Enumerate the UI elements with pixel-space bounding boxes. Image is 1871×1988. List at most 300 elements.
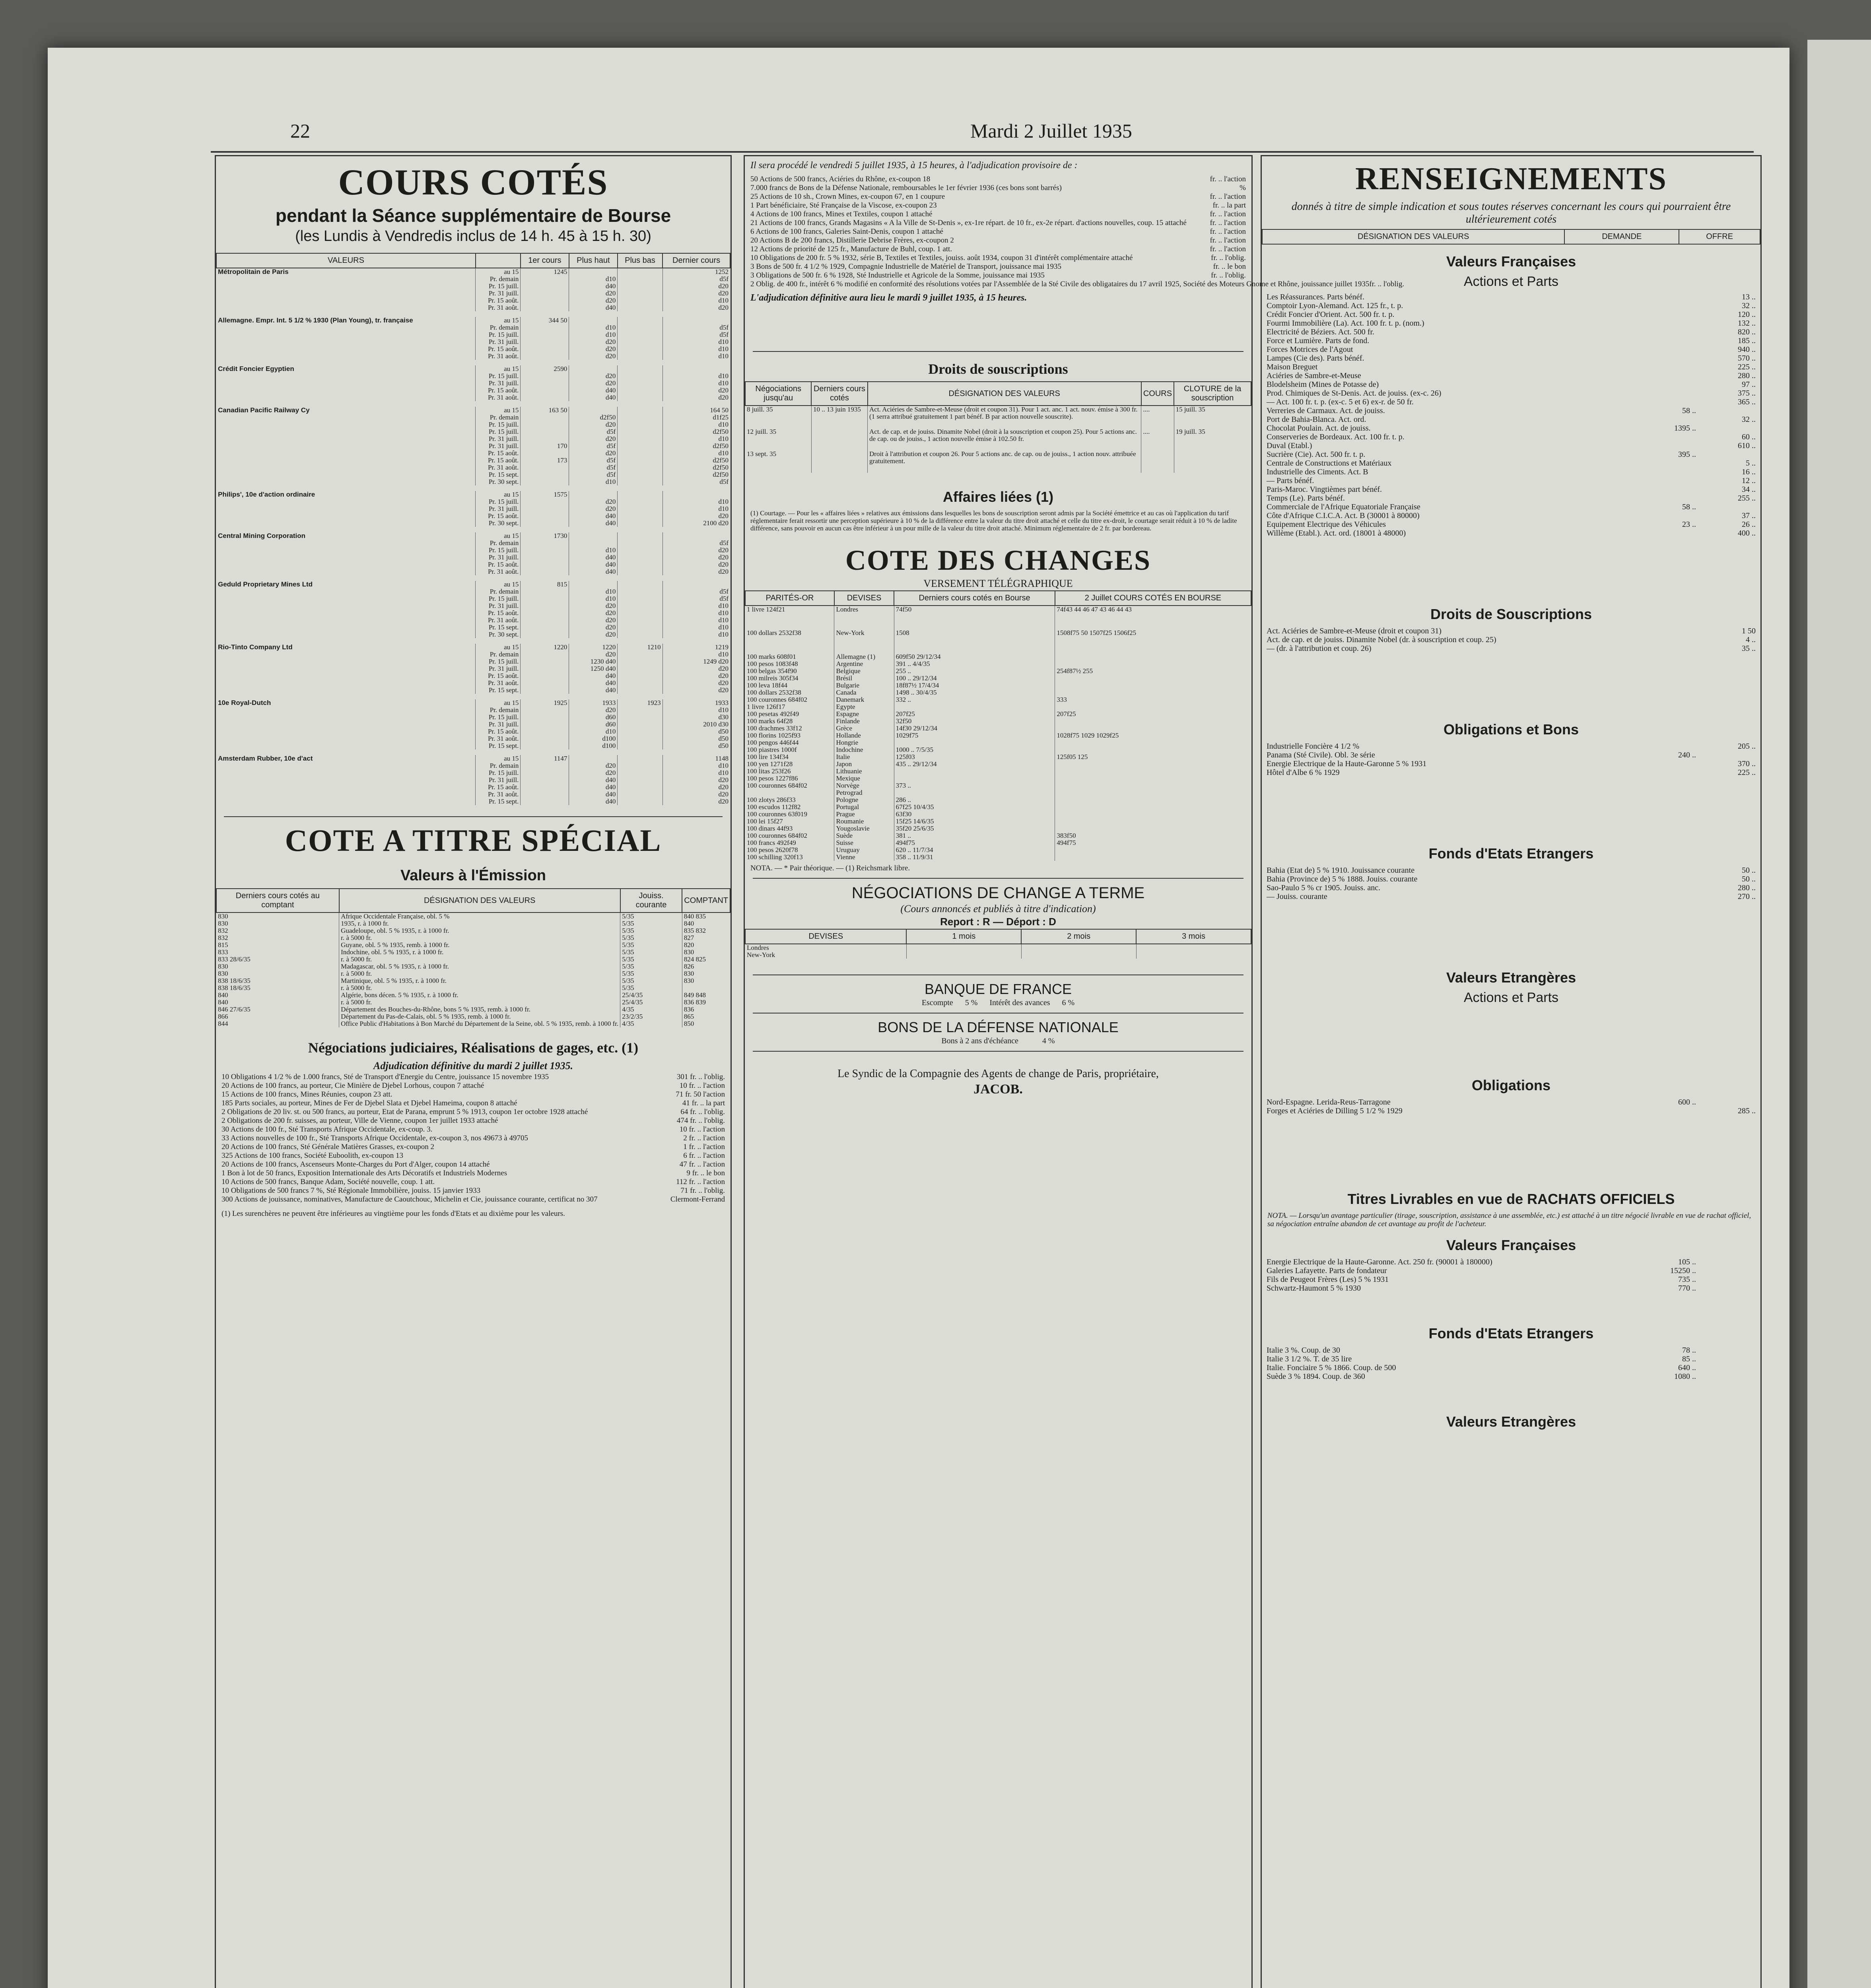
table-cell: d20 <box>663 798 730 805</box>
table-cell: au 15 <box>476 644 521 651</box>
table-row <box>216 338 730 346</box>
table-row <box>216 540 730 547</box>
bons-defense-title: BONS DE LA DÉFENSE NATIONALE <box>878 1019 1119 1035</box>
table-cell: d60 <box>569 721 618 728</box>
item-price: 301 fr. .. l'oblig. <box>676 1073 725 1081</box>
security-name <box>216 464 476 471</box>
table-row <box>745 796 1251 804</box>
table-cell: Londres <box>747 944 769 951</box>
table-cell: 164 50 <box>663 407 730 414</box>
demande-value: 735 .. <box>1678 1275 1696 1284</box>
table-cell: 836 839 <box>682 999 730 1006</box>
section-heading: Fonds d'Etats Etrangers <box>1428 845 1594 862</box>
table-cell <box>521 353 569 360</box>
table-row <box>216 956 730 963</box>
section-heading: Valeurs Françaises <box>1446 1237 1576 1253</box>
demande-value: 640 .. <box>1678 1363 1696 1372</box>
security-name <box>216 588 476 595</box>
table-cell: 1148 <box>663 755 730 762</box>
valeur-name: — Act. 100 fr. t. p. (ex-c. 5 et 6) ex-r. de 50 fr. <box>1267 398 1414 406</box>
column-header: DÉSIGNATION DES VALEURS <box>868 382 1141 406</box>
table-cell: d2f50 <box>663 464 730 471</box>
spacer-row <box>216 401 730 407</box>
list-item <box>1262 398 1760 406</box>
offre-value <box>1696 406 1756 415</box>
column-header: Derniers cours cotés au comptant <box>216 889 339 912</box>
table-row <box>745 675 1251 682</box>
list-item <box>1262 627 1760 635</box>
column-header: 1er cours <box>521 253 569 268</box>
dernier-cours-cell: 391 .. 4/4/35 <box>894 660 1055 668</box>
table-cell <box>521 505 569 513</box>
security-name: Crédit Foncier Egyptien <box>218 365 294 373</box>
table-cell: Département du Pas-de-Calais, obl. 5 % 1935, remb. à 1000 fr. <box>339 1013 620 1020</box>
table-cell <box>569 407 618 414</box>
table-cell: 163 50 <box>521 407 569 414</box>
table-cell: Guyane, obl. 5 % 1935, remb. à 1000 fr. <box>339 942 620 949</box>
list-item <box>1262 1355 1760 1363</box>
table-cell: Pr. 15 juill. <box>476 428 521 435</box>
table-cell <box>618 679 663 687</box>
list-item <box>1262 293 1760 301</box>
table-cell: 23/2/35 <box>620 1013 682 1020</box>
demande-value <box>1636 301 1696 310</box>
table-row <box>216 762 730 769</box>
list-item <box>221 1186 725 1195</box>
security-name <box>216 784 476 791</box>
valeur-name: Centrale de Constructions et Matériaux <box>1267 459 1392 468</box>
cours-cote-cell <box>1055 682 1251 689</box>
table-cell: 850 <box>682 1020 730 1027</box>
table-cell <box>521 769 569 777</box>
security-name <box>216 651 476 658</box>
security-name <box>216 443 476 450</box>
table-cell <box>521 791 569 798</box>
valeurs-emission-heading: Valeurs à l'Émission <box>400 867 546 884</box>
dernier-cours-cell: 32f50 <box>894 718 1055 725</box>
item-price: 474 fr. .. l'oblig. <box>676 1116 725 1125</box>
security-name <box>216 324 476 331</box>
table-cell: r. à 5000 fr. <box>339 984 620 992</box>
table-cell <box>618 721 663 728</box>
offre-value: 400 .. <box>1738 529 1756 538</box>
security-name <box>216 498 476 505</box>
parite-cell: 100 francs 492f49 <box>747 839 796 846</box>
table-cell <box>618 554 663 561</box>
table-cell <box>618 276 663 283</box>
table-cell <box>663 581 730 588</box>
demande-value <box>1636 371 1696 380</box>
security-name: Canadian Pacific Railway Cy <box>218 406 310 414</box>
section-subheading: Actions et Parts <box>1463 274 1559 289</box>
list-item <box>750 201 1246 210</box>
table-cell <box>569 532 618 540</box>
devise-cell: Japon <box>834 761 894 768</box>
column-header: Plus haut <box>569 253 618 268</box>
table-row <box>745 711 1251 718</box>
table-cell: 1925 <box>521 699 569 707</box>
table-cell: 1249 d20 <box>663 658 730 665</box>
table-cell: au 15 <box>476 581 521 588</box>
table-row <box>216 658 730 665</box>
table-cell: d10 <box>569 331 618 338</box>
valeur-name: Energie Electrique de la Haute-Garonne. Act. 250 fr. (90001 à 180000) <box>1267 1258 1492 1266</box>
list-item <box>221 1125 725 1134</box>
table-row <box>216 373 730 380</box>
table-row <box>216 547 730 554</box>
table-cell: d40 <box>569 791 618 798</box>
security-name <box>216 428 476 435</box>
column-header: CLOTURE de la souscription <box>1174 382 1251 406</box>
demande-value <box>1636 635 1696 644</box>
table-row <box>216 728 730 735</box>
list-item <box>221 1169 725 1178</box>
item-text: 20 Actions de 100 francs, Ascenseurs Monte-Charges du Port d'Alger, coupon 14 attaché <box>221 1160 490 1169</box>
offre-value: 255 .. <box>1738 494 1756 503</box>
parite-cell: 100 piastres 1000f <box>747 746 797 753</box>
parite-cell: 100 pesos 1227f86 <box>747 775 798 782</box>
item-price: 6 fr. .. l'action <box>683 1151 725 1160</box>
offre-value: 35 .. <box>1742 644 1756 653</box>
change-terme-subtitle: (Cours annoncés et publiés à titre d'indication) <box>900 903 1096 914</box>
column-header <box>476 253 521 268</box>
table-cell: d5f <box>663 588 730 595</box>
list-item <box>221 1178 725 1186</box>
table-cell <box>521 331 569 338</box>
table-cell: 844 <box>218 1020 228 1027</box>
dernier-cours-cell: 609f50 29/12/34 <box>894 653 1055 660</box>
table-row <box>216 755 730 762</box>
table-cell: au 15 <box>476 407 521 414</box>
table-row <box>216 513 730 520</box>
item-text: 2 Obligations de 20 liv. st. ou 500 francs, au porteur, Etat de Parana, emprunt 5 % 1913, coupon 1er octobre 1928 attaché <box>221 1108 588 1116</box>
table-cell <box>618 588 663 595</box>
table-cell: r. à 5000 fr. <box>339 970 620 977</box>
table-cell <box>618 407 663 414</box>
table-cell: Département des Bouches-du-Rhône, bons 5 % 1935, remb. à 1000 fr. <box>339 1006 620 1013</box>
table-cell: d10 <box>663 769 730 777</box>
item-text: 3 Bons de 500 fr. 4 1/2 % 1929, Compagnie Industrielle de Matériel de Transport, jouissance mai 1935 <box>750 262 1062 271</box>
table-cell <box>618 457 663 464</box>
table-cell: 830 <box>218 920 228 927</box>
table-row <box>745 660 1251 668</box>
table-cell: d40 <box>569 520 618 527</box>
table-cell <box>663 317 730 324</box>
table-row <box>216 791 730 798</box>
valeur-name: Equipement Electrique des Véhicules <box>1267 520 1386 529</box>
cours-cote-cell <box>1055 718 1251 725</box>
security-name <box>216 610 476 617</box>
table-row <box>216 798 730 805</box>
table-row <box>216 464 730 471</box>
demande-value <box>1636 866 1696 875</box>
item-text: 1 Part bénéficiaire, Sté Française de la Viscose, ex-coupon 23 <box>750 201 937 210</box>
table-cell: d20 <box>569 505 618 513</box>
table-cell: 846 27/6/35 <box>218 1006 251 1013</box>
section-heading: Droits de Souscriptions <box>1430 606 1592 622</box>
list-item <box>1262 751 1760 759</box>
right-column <box>1261 155 1762 1988</box>
dernier-cours-cell: 1029f75 <box>894 732 1055 739</box>
table-cell: d10 <box>663 707 730 714</box>
table-cell: Pr. 15 sept. <box>476 798 521 805</box>
table-row <box>745 839 1251 846</box>
table-cell: d20 <box>569 380 618 387</box>
table-cell: Pr. 31 juill. <box>476 505 521 513</box>
table-cell: 5/35 <box>620 949 682 956</box>
parite-cell: 100 dinars 44f93 <box>747 825 793 832</box>
valeur-name: Hôtel d'Albe 6 % 1929 <box>1267 768 1340 777</box>
dernier-cours-cell: 14f30 29/12/34 <box>894 725 1055 732</box>
table-cell: d20 <box>569 602 618 610</box>
cours-cotes-hours: (les Lundis à Vendredis inclus de 14 h. 45 à 15 h. 30) <box>295 228 651 245</box>
table-row <box>216 912 730 920</box>
list-item <box>1262 866 1760 875</box>
devise-cell: Portugal <box>834 804 894 811</box>
devise-cell: Vienne <box>834 854 894 861</box>
table-cell: d20 <box>663 791 730 798</box>
security-name <box>216 540 476 547</box>
cours-cote-cell: 494f75 <box>1055 839 1251 846</box>
item-text: 12 Actions de priorité de 125 fr., Manufacture de Buhl, coup. 1 att. <box>750 245 952 253</box>
security-name <box>216 505 476 513</box>
parite-cell: 100 lire 134f34 <box>747 753 789 761</box>
table-cell: 5/35 <box>620 942 682 949</box>
security-name <box>216 394 476 401</box>
valeur-name: Chocolat Poulain. Act. de jouiss. <box>1267 424 1371 433</box>
item-price: 9 fr. .. le bon <box>686 1169 725 1177</box>
list-item <box>1262 380 1760 389</box>
table-cell <box>618 297 663 304</box>
valeur-name: Conserveries de Bordeaux. Act. 100 fr. t. p. <box>1267 433 1405 441</box>
parite-cell: 100 couronnes 684f02 <box>747 782 808 789</box>
dernier-cours-cell: 286 .. <box>894 796 1055 804</box>
table-row <box>745 854 1251 861</box>
table-cell <box>618 317 663 324</box>
security-name <box>216 707 476 714</box>
table-row <box>745 703 1251 711</box>
table-cell <box>811 450 867 473</box>
item-price: 10 fr. .. l'action <box>679 1125 725 1134</box>
table-cell: Pr. demain <box>476 707 521 714</box>
table-row <box>216 331 730 338</box>
table-cell: 344 50 <box>521 317 569 324</box>
item-price: fr. .. l'action <box>1210 192 1246 201</box>
offre-value <box>1696 1284 1756 1293</box>
table-row <box>745 768 1251 775</box>
list-item <box>750 254 1246 262</box>
table-cell <box>1021 951 1136 959</box>
list-item <box>221 1099 725 1108</box>
devise-cell: Londres <box>834 606 894 629</box>
table-cell <box>663 491 730 498</box>
table-row <box>216 324 730 331</box>
table-cell: Pr. 15 août. <box>476 561 521 568</box>
table-cell: 1250 d40 <box>569 665 618 672</box>
table-cell: 2100 d20 <box>663 520 730 527</box>
table-cell <box>521 777 569 784</box>
security-name <box>216 798 476 805</box>
cours-cotes-subtitle: pendant la Séance supplémentaire de Bourse <box>275 205 671 226</box>
table-cell <box>618 353 663 360</box>
table-cell: d5f <box>663 540 730 547</box>
offre-value <box>1696 424 1756 433</box>
table-cell <box>618 595 663 602</box>
parite-cell: 100 marks 64f28 <box>747 717 793 725</box>
parite-cell: 100 couronnes 684f02 <box>747 832 808 839</box>
table-cell: d20 <box>663 554 730 561</box>
table-cell: Pr. 31 août. <box>476 679 521 687</box>
table-cell <box>618 707 663 714</box>
devise-cell: Indochine <box>834 746 894 753</box>
table-cell: r. à 5000 fr. <box>339 999 620 1006</box>
section-heading: Valeurs Etrangères <box>1446 1413 1576 1430</box>
demande-value: 15250 .. <box>1670 1266 1696 1275</box>
table-row <box>216 421 730 428</box>
table-cell <box>618 283 663 290</box>
table-row <box>216 665 730 672</box>
list-item <box>221 1134 725 1143</box>
dernier-cours-cell: 255 .. <box>894 668 1055 675</box>
column-header: 3 mois <box>1136 929 1251 944</box>
table-cell: 1252 <box>663 268 730 276</box>
table-cell: 1230 d40 <box>569 658 618 665</box>
parite-cell: 100 yen 1271f28 <box>747 760 793 768</box>
parite-cell: 100 pengos 446f44 <box>747 739 799 746</box>
table-row <box>216 304 730 311</box>
table-cell: au 15 <box>476 532 521 540</box>
offre-value <box>1696 1372 1756 1381</box>
table-row <box>216 735 730 742</box>
table-cell <box>618 777 663 784</box>
table-cell <box>569 581 618 588</box>
list-item <box>1262 424 1760 433</box>
item-price: 64 fr. .. l'oblig. <box>680 1108 725 1116</box>
list-item <box>1262 759 1760 768</box>
table-cell <box>521 290 569 297</box>
list-item <box>750 210 1246 219</box>
table-cell: d10 <box>569 547 618 554</box>
item-price: fr. .. l'action <box>1210 219 1246 227</box>
column-header: DEVISES <box>745 929 906 944</box>
table-row <box>216 353 730 360</box>
table-cell: 815 <box>521 581 569 588</box>
list-item <box>1262 520 1760 529</box>
vente-list <box>750 175 1405 289</box>
section-heading: Obligations <box>1472 1077 1550 1093</box>
adjacent-page-edge <box>1807 40 1871 1988</box>
table-cell: .... <box>1141 428 1174 450</box>
table-cell: au 15 <box>476 755 521 762</box>
table-cell: 5/35 <box>620 920 682 927</box>
table-cell <box>618 478 663 485</box>
parite-cell: 100 litas 253f26 <box>747 767 791 775</box>
table-cell <box>618 568 663 575</box>
dernier-cours-cell: 125f03 <box>894 753 1055 761</box>
security-name <box>216 762 476 769</box>
cours-cote-cell: 333 <box>1055 696 1251 703</box>
offre-value: 13 .. <box>1742 293 1756 301</box>
demande-value <box>1636 742 1696 751</box>
parite-cell: 100 milreis 305f34 <box>747 674 799 682</box>
table-cell: au 15 <box>476 268 521 276</box>
table-cell: d20 <box>663 387 730 394</box>
table-cell: 1147 <box>521 755 569 762</box>
item-text: 20 Actions de 100 francs, Sté Générale Matières Grasses, ex-coupon 2 <box>221 1143 435 1151</box>
table-cell: d40 <box>569 679 618 687</box>
table-cell: Pr. 15 juill. <box>476 658 521 665</box>
negociations-list <box>221 1073 725 1204</box>
devise-cell: Argentine <box>834 660 894 668</box>
table-cell: 25/4/35 <box>620 992 682 999</box>
list-item <box>750 271 1246 280</box>
valeur-name: Verreries de Carmaux. Act. de jouiss. <box>1267 406 1385 415</box>
security-name <box>216 331 476 338</box>
change-terme-title: NÉGOCIATIONS DE CHANGE A TERME <box>851 884 1145 902</box>
demande-value <box>1636 529 1696 538</box>
offre-value <box>1696 1363 1756 1372</box>
table-cell: d20 <box>663 513 730 520</box>
table-cell: Pr. 31 août. <box>476 735 521 742</box>
table-cell: d40 <box>569 554 618 561</box>
table-cell: 840 <box>682 920 730 927</box>
table-cell <box>521 617 569 624</box>
cours-cote-cell <box>1055 660 1251 668</box>
table-cell: d1f25 <box>663 414 730 421</box>
table-cell <box>521 588 569 595</box>
demande-value <box>1636 892 1696 901</box>
table-cell: 4/35 <box>620 1020 682 1027</box>
table-cell <box>618 435 663 443</box>
demande-value <box>1636 494 1696 503</box>
table-cell: d20 <box>569 651 618 658</box>
security-name: Allemagne. Empr. Int. 5 1/2 % 1930 (Plan Young), tr. française <box>218 316 413 324</box>
item-price: 2 fr. .. l'action <box>683 1134 725 1142</box>
table-cell: 1220 <box>569 644 618 651</box>
list-item <box>221 1195 725 1204</box>
table-cell <box>569 268 618 276</box>
table-cell: d40 <box>569 394 618 401</box>
parite-cell: 100 couronnes 63f019 <box>747 810 808 818</box>
valeur-name: Crédit Foncier d'Orient. Act. 500 fr. t. p. <box>1267 310 1395 319</box>
table-cell <box>618 387 663 394</box>
offre-value: 225 .. <box>1738 768 1756 777</box>
table-cell <box>618 755 663 762</box>
table-cell: Pr. 15 août. <box>476 450 521 457</box>
table-row <box>745 804 1251 811</box>
item-price: fr. .. l'action <box>1210 236 1246 245</box>
table-cell <box>521 561 569 568</box>
table-cell: Pr. 15 août. <box>476 387 521 394</box>
list-item <box>1262 742 1760 751</box>
dernier-cours-cell: 67f25 10/4/35 <box>894 804 1055 811</box>
security-name <box>216 665 476 672</box>
valeur-name: Duval (Etabl.) <box>1267 441 1312 450</box>
table-row <box>216 276 730 283</box>
table-cell: 1220 <box>521 644 569 651</box>
table-cell <box>521 464 569 471</box>
table-cell: d20 <box>569 353 618 360</box>
list-item <box>1262 883 1760 892</box>
parite-cell: 100 pesos 2620f78 <box>747 846 798 854</box>
valeur-name: Energie Electrique de la Haute-Garonne 5 % 1931 <box>1267 759 1427 768</box>
table-cell <box>618 491 663 498</box>
list-item <box>1262 468 1760 476</box>
table-cell <box>521 665 569 672</box>
table-cell: Pr. 31 juill. <box>476 435 521 443</box>
list-item <box>1262 450 1760 459</box>
table-row <box>745 629 1251 653</box>
